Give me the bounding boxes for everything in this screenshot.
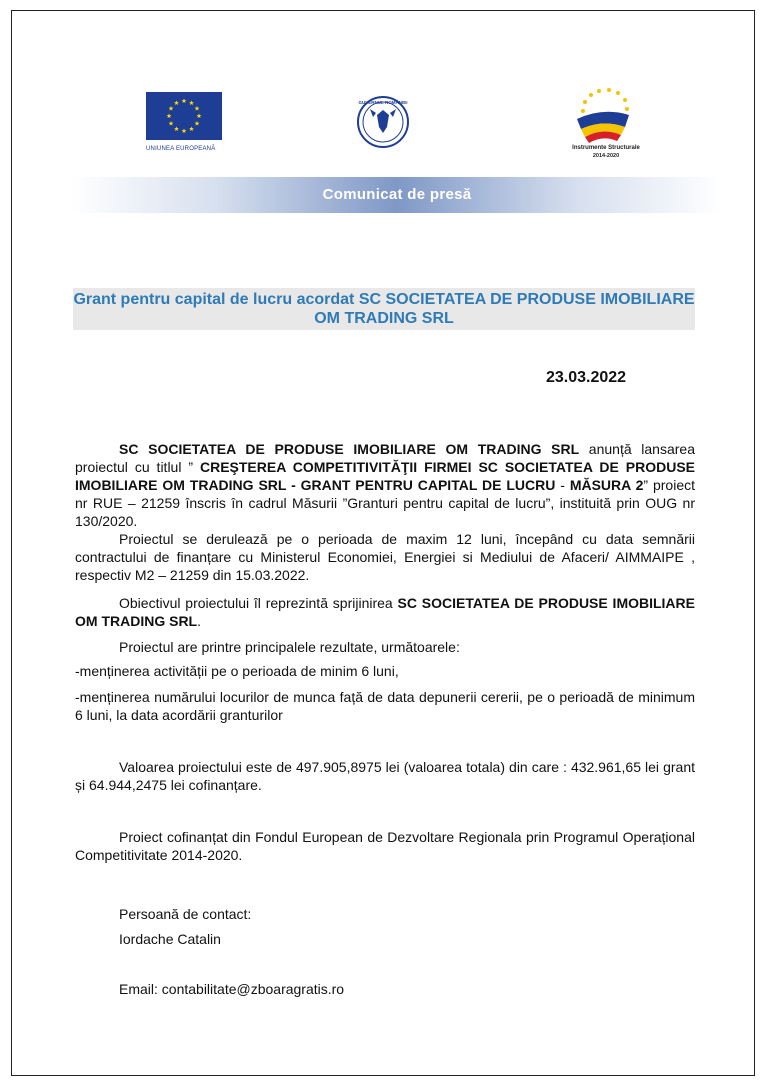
structural-instruments-logo — [563, 85, 643, 185]
paragraph-duration: Proiectul se derulează pe o perioada de maxim 12 luni, începând cu data semnării contractului de finanțare cu Ministerul Economiei, Energiei si Mediului de Afaceri/ AIMMAIPE , respectiv M2 – 21259 din 15.03.2022. — [75, 531, 695, 583]
page-title: Grant pentru capital de lucru acordat SC SOCIETATEA DE PRODUSE IMOBILIARE OM TRADING SRL — [73, 291, 695, 327]
contact-email[interactable]: Email: contabilitate@zboaragratis.ro — [119, 981, 345, 997]
paragraph-announcement — [75, 440, 695, 530]
banner-label: Comunicat de presă — [322, 186, 472, 203]
title-separator: - — [555, 477, 570, 493]
title-box — [73, 288, 695, 330]
is-caption-title: Instrumente Structurale — [572, 145, 640, 151]
paragraph-objective — [75, 594, 695, 630]
eu-flag-icon — [146, 92, 222, 140]
press-release-banner — [72, 177, 722, 213]
company-name: SC SOCIETATEA DE PRODUSE IMOBILIARE OM TRADING SRL — [119, 441, 580, 457]
objective-text: Obiectivul proiectului îl reprezintă sprijinirea — [119, 595, 398, 611]
result-item: -menținerea numărului locurilor de munca față de data depunerii cererii, pe o perioadă de minimum 6 luni, la data acordării granturilor — [75, 689, 695, 723]
objective-end: . — [197, 613, 201, 629]
project-title: CREŞTEREA COMPETITIVITĂŢII FIRMEI SC SOCIETATEA DE PRODUSE IMOBILIARE OM TRADING SRL - GRANT PENTRU CAPITAL DE LUCRU — [75, 459, 695, 493]
contact-name: Iordache Catalin — [119, 931, 221, 947]
release-date: 23.03.2022 — [546, 369, 627, 386]
government-seal-icon — [356, 95, 410, 149]
eu-caption: UNIUNEA EUROPEANĂ — [146, 146, 216, 152]
paragraph-funding: Proiect cofinanțat din Fondul European de Dezvoltare Regionala prin Programul Operațional Competitivitate 2014-2020. — [75, 829, 695, 863]
contact-label: Persoană de contact: — [119, 906, 252, 922]
result-item: -menținerea activității pe o perioada de minim 6 luni, — [75, 663, 399, 679]
objective-company: SC SOCIETATEA DE PRODUSE IMOBILIARE OM TRADING SRL — [75, 595, 695, 629]
project-details-text: ” proiect nr RUE – 21259 înscris în cadrul Măsurii ”Granturi pentru capital de lucru”, instituită prin OUG nr 130/2020. — [75, 477, 695, 529]
structural-instruments-icon — [563, 85, 643, 143]
is-caption-years: 2014-2020 — [592, 153, 620, 159]
eu-logo — [146, 92, 222, 152]
measure-label: MĂSURA 2 — [569, 477, 644, 493]
gov-seal-text: GUVERNUL ROMÂNIEI — [358, 100, 408, 105]
announcement-text: anunță lansarea proiectul cu titlul ” — [75, 441, 695, 475]
paragraph-value: Valoarea proiectului este de 497.905,8975 lei (valoarea totala) din care : 432.961,65 lei grant și 64.944,2475 lei cofinanțare. — [75, 759, 695, 793]
paragraph-results-intro: Proiectul are printre principalele rezultate, următoarele: — [119, 639, 460, 655]
